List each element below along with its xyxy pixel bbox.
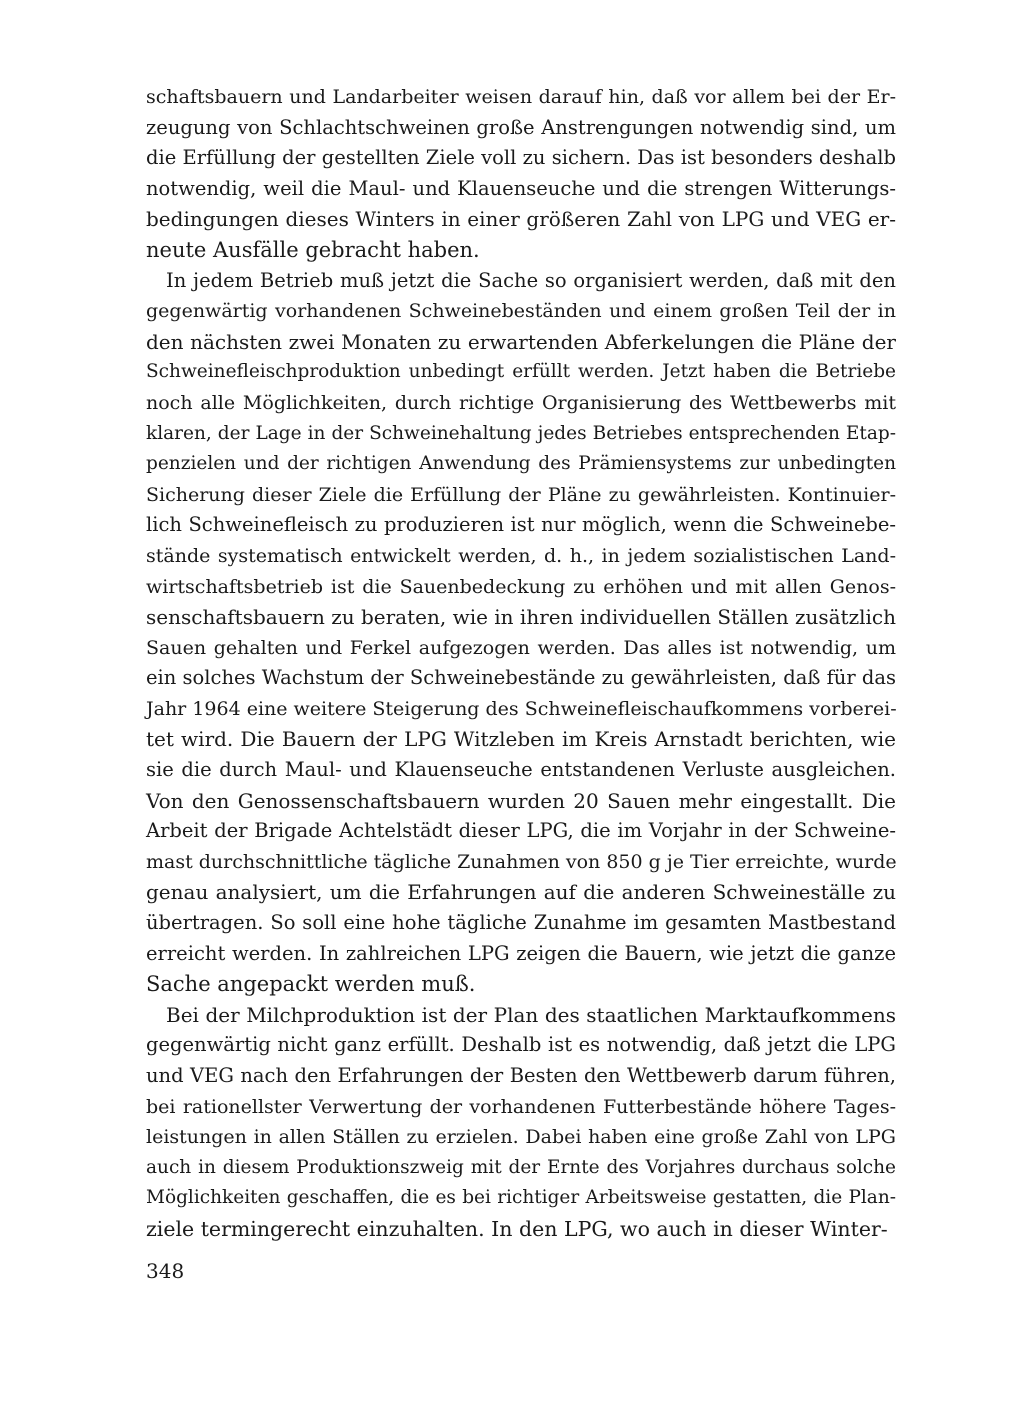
text-line: Sache angepackt werden muß. [146,972,476,997]
paragraph [146,266,896,1000]
text-line: noch alle Möglichkeiten, durch richtige Organisierung des Wettbewerbs mit [146,391,896,414]
text-line: sie die durch Maul- und Klauenseuche entstandenen Verluste ausgleichen. [146,758,896,782]
page-number: 348 [146,1259,185,1283]
text-line: auch in diesem Produktionszweig mit der Ernte des Vorjahres durchaus solche [146,1156,896,1178]
text-line: ein solches Wachstum der Schweinebestände zu gewährleisten, daß für das [146,666,896,690]
text-line: penzielen und der richtigen Anwendung des Prämiensystems zur unbedingten [146,453,896,475]
text-line: neute Ausfälle gebracht haben. [146,237,480,262]
text-line: Schweinefleischproduktion unbedingt erfüllt werden. Jetzt haben die Betriebe [146,361,896,383]
text-line: Möglichkeiten geschaffen, die es bei richtiger Arbeitsweise gestatten, die Plan- [146,1187,896,1209]
text-line: den nächsten zwei Monaten zu erwartenden Abferkelungen die Pläne der [146,329,896,354]
text-line: Jahr 1964 eine weitere Steigerung des Schweinefleischaufkommens vorberei- [146,697,897,720]
text-line: Sauen gehalten und Ferkel aufgezogen werden. Das alles ist notwendig, um [146,636,896,659]
paragraph [146,82,896,266]
text-line: lich Schweinefleisch zu produzieren ist nur möglich, wenn die Schweinebe- [146,513,896,537]
text-line: leistungen in allen Ställen zu erzielen. Dabei haben eine große Zahl von LPG [146,1126,896,1149]
text-line: mast durchschnittliche tägliche Zunahmen von 850 g je Tier erreichte, wurde [146,850,897,873]
text-line: zeugung von Schlachtschweinen große Anstrengungen notwendig sind, um [146,115,896,139]
text-line: gegenwärtig vorhandenen Schweinebeständen und einem großen Teil der in [146,300,896,323]
text-line: notwendig, weil die Maul- und Klauenseuche und die strengen Witterungs- [146,176,896,200]
body-text [146,82,896,1245]
text-line: tet wird. Die Bauern der LPG Witzleben im Kreis Arnstadt berichten, wie [146,727,896,752]
text-line: die Erfüllung der gestellten Ziele voll zu sichern. Das ist besonders deshalb [146,146,896,170]
text-line: In jedem Betrieb muß jetzt die Sache so organisiert werden, daß mit den [166,268,896,292]
text-line: wirtschaftsbetrieb ist die Sauenbedeckung zu erhöhen und mit allen Genos- [146,575,896,598]
text-line: Von den Genossenschaftsbauern wurden 20 Sauen mehr eingestallt. Die [146,788,896,813]
text-line: Bei der Milchproduktion ist der Plan des staatlichen Marktaufkommens [166,1002,896,1027]
text-line: klaren, der Lage in der Schweinehaltung jedes Betriebes entsprechenden Etap- [146,422,896,444]
text-line: genau analysiert, um die Erfahrungen auf die anderen Schweineställe zu [146,880,896,905]
text-line: bei rationellster Verwertung der vorhandenen Futterbestände höhere Tages- [146,1095,896,1118]
text-line: bedingungen dieses Winters in einer größeren Zahl von LPG und VEG er- [146,207,896,232]
text-line: schaftsbauern und Landarbeiter weisen darauf hin, daß vor allem bei der Er- [146,86,896,108]
text-line: übertragen. So soll eine hohe tägliche Zunahme im gesamten Mastbestand [146,911,896,935]
text-line: und VEG nach den Erfahrungen der Besten den Wettbewerb darum führen, [146,1064,896,1087]
text-line: Sicherung dieser Ziele die Erfüllung der Pläne zu gewährleisten. Kontinuier- [146,483,896,506]
text-line: erreicht werden. In zahlreichen LPG zeigen die Bauern, wie jetzt die ganze [146,941,896,965]
paragraph [146,1000,896,1245]
text-line: gegenwärtig nicht ganz erfüllt. Deshalb ist es notwendig, daß jetzt die LPG [146,1033,896,1057]
text-line: ziele termingerecht einzuhalten. In den LPG, wo auch in dieser Winter- [146,1216,888,1241]
text-line: Arbeit der Brigade Achtelstädt dieser LPG, die im Vorjahr in der Schweine- [146,819,896,843]
text-line: senschaftsbauern zu beraten, wie in ihren individuellen Ställen zusätzlich [146,605,896,630]
text-line: stände systematisch entwickelt werden, d. h., in jedem sozialistischen Land- [146,544,896,567]
